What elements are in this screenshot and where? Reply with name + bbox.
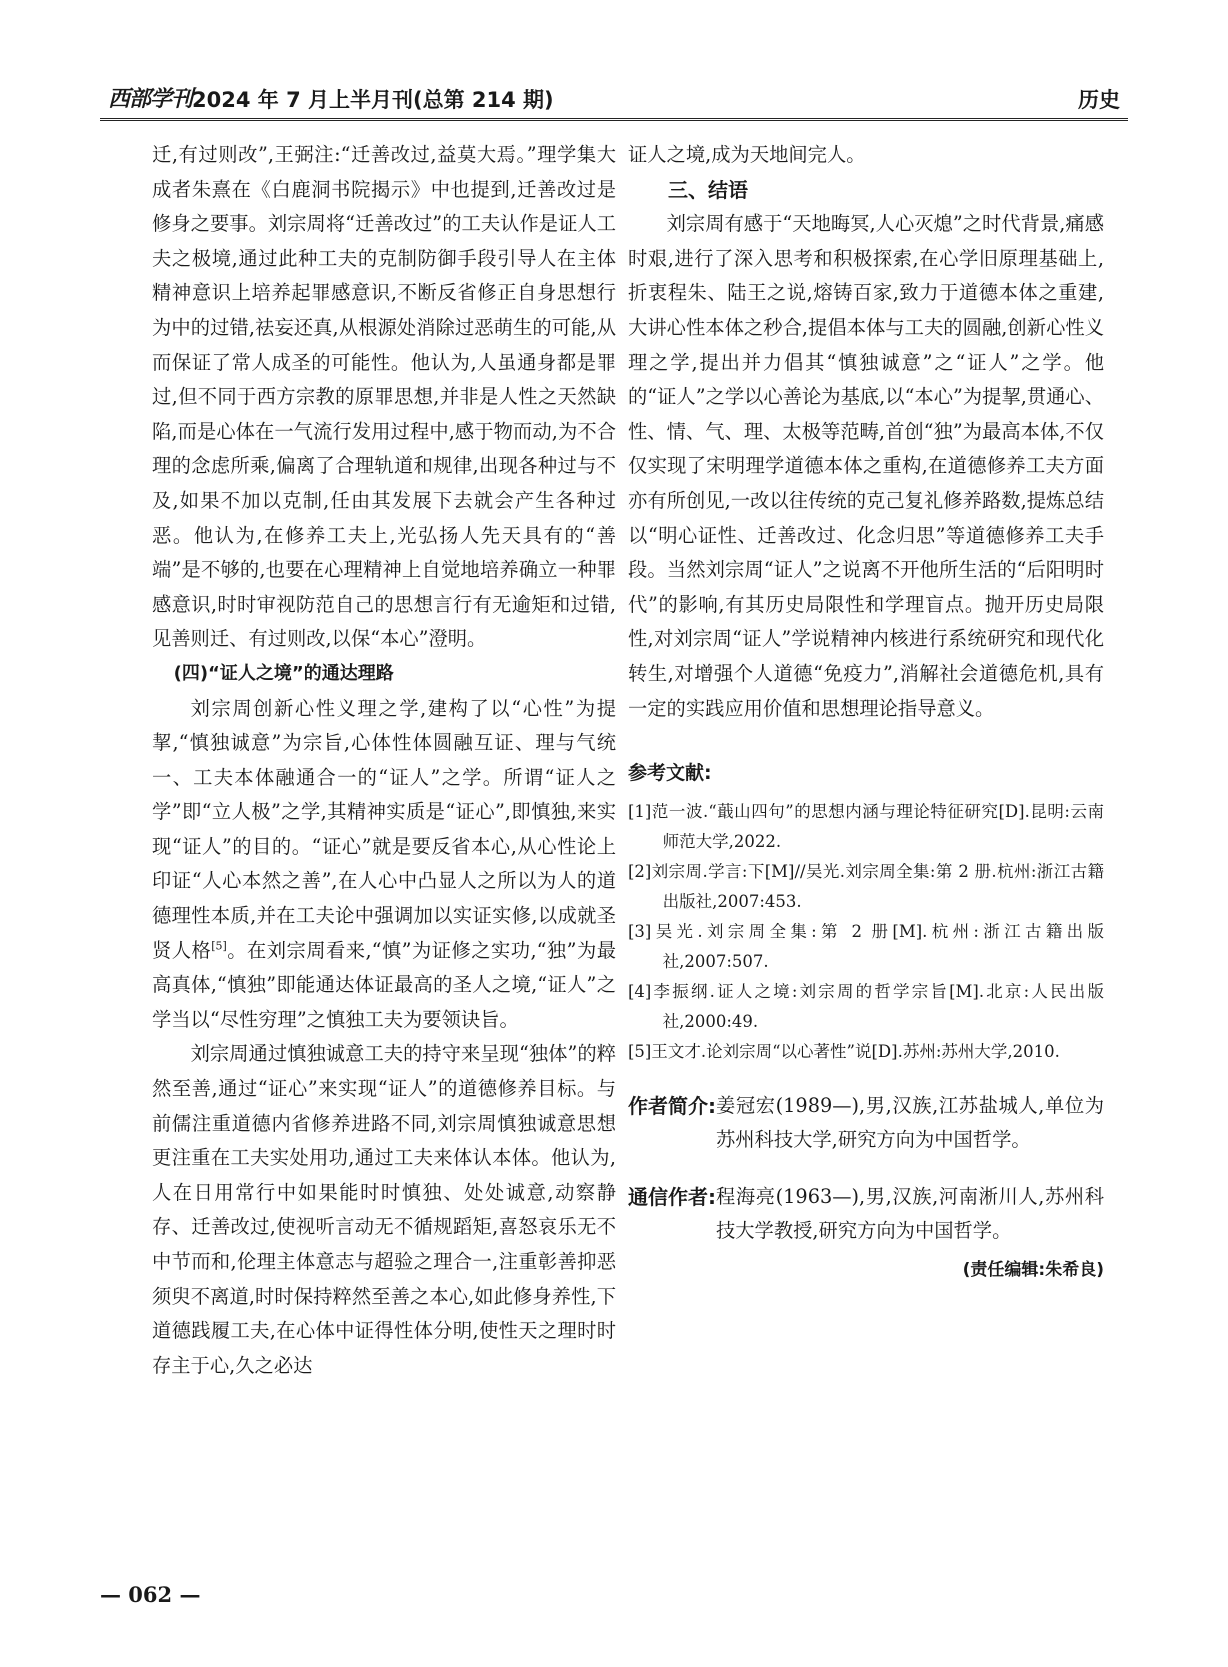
- reference-item: [2]刘宗周.学言:下[M]//吴光.刘宗周全集:第 2 册.杭州:浙江古籍出版社,2007:453.: [628, 861, 1104, 911]
- left-column: [152, 138, 616, 1383]
- paragraph: 刘宗周有感于“天地晦冥,人心灭熄”之时代背景,痛感时艰,进行了深入思考和积极探索,在心学旧原理基础上,折衷程朱、陆王之说,熔铸百家,致力于道德本体之重建,大讲心性本体之秒合,提倡本体与工夫的圆融,创新心性义理之学,提出并力倡其“慎独诚意”之“证人”之学。他的“证人”之学以心善论为基底,以“本心”为提挈,贯通心、性、情、气、理、太极等范畴,首创“独”为最高本体,不仅仅实现了宋明理学道德本体之重构,在道德修养工夫方面亦有所创见,一改以往传统的克己复礼修养路数,提炼总结以“明心证性、迁善改过、化念归思”等道德修养工夫手段。当然刘宗周“证人”之说离不开他所生活的“后阳明时代”的影响,有其历史局限性和学理盲点。抛开历史局限性,对刘宗周“证人”学说精神内核进行系统研究和现代化转生,对增强个人道德“免疫力”,消解社会道德危机,具有一定的实践应用价值和思想理论指导意义。: [628, 212, 1104, 720]
- paragraph-text: 。在刘宗周看来,“慎”为证修之实功,“独”为最高真体,“慎独”即能通达体证最高的圣人之境,“证人”之学当以“尽性穷理”之慎独工夫为要领诀旨。: [152, 938, 617, 1031]
- section-name: 历史: [1078, 88, 1120, 112]
- header-rule: [100, 118, 1128, 121]
- paragraph: [152, 692, 616, 1038]
- corresponding-author: [628, 1180, 1104, 1249]
- section-heading: 三、结语: [668, 177, 748, 202]
- subsection-heading: (四)“证人之境”的通达理路: [173, 662, 394, 684]
- reference-item: [5]王文才.论刘宗周“以心著性”说[D].苏州:苏州大学,2010.: [628, 1041, 1060, 1061]
- references-list: [628, 797, 1104, 1067]
- reference-item: [3]吴光.刘宗周全集:第 2 册[M].杭州:浙江古籍出版社,2007:507.: [628, 921, 1104, 971]
- running-header: [100, 78, 1128, 114]
- author-bio-text: 姜冠宏(1989—),男,汉族,江苏盐城人,单位为苏州科技大学,研究方向为中国哲学。: [716, 1093, 1104, 1152]
- author-bio-label: 作者简介:: [628, 1093, 716, 1118]
- journal-logo: 西部学刊: [108, 86, 193, 112]
- corresponding-author-label: 通信作者:: [628, 1184, 716, 1209]
- references-title: 参考文献:: [628, 762, 712, 785]
- paragraph-text: 刘宗周创新心性义理之学,建构了以“心性”为提挈,“慎独诚意”为宗旨,心体性体圆融互证、理与气统一、工夫本体融通合一的“证人”之学。所谓“证人之学”即“立人极”之学,其精神实质是“证心”,即慎独,来实现“证人”的目的。“证心”就是要反省本心,从心性论上印证“人心本然之善”,在人心中凸显人之所以为人的道德理性本质,并在工夫论中强调加以实证实修,以成就圣贤人格: [152, 696, 616, 962]
- reference-item: [1]范一波.“蕺山四句”的思想内涵与理论特征研究[D].昆明:云南师范大学,2022.: [628, 801, 1104, 851]
- citation-marker: [5]: [211, 939, 227, 953]
- paragraph: 迁,有过则改”,王弼注:“迁善改过,益莫大焉。”理学集大成者朱熹在《白鹿洞书院揭示》中也提到,迁善改过是修身之要事。刘宗周将“迁善改过”的工夫认作是证人工夫之极境,通过此种工夫的克制防御手段引导人在主体精神意识上培养起罪感意识,不断反省修正自身思想行为中的过错,祛妄还真,从根源处消除过恶萌生的可能,从而保证了常人成圣的可能性。他认为,人虽通身都是罪过,但不同于西方宗教的原罪思想,并非是人性之天然缺陷,而是心体在一气流行发用过程中,感于物而动,为不合理的念虑所乘,偏离了合理轨道和规律,出现各种过与不及,如果不加以克制,任由其发展下去就会产生各种过恶。他认为,在修养工夫上,光弘扬人先天具有的“善端”是不够的,也要在心理精神上自觉地培养确立一种罪感意识,时时审视防范自己的思想言行有无逾矩和过错,见善则迁、有过则改,以保“本心”澄明。: [152, 143, 616, 651]
- paragraph: 证人之境,成为天地间完人。: [628, 143, 866, 166]
- reference-item: [4]李振纲.证人之境:刘宗周的哲学宗旨[M].北京:人民出版社,2000:49.: [628, 981, 1104, 1031]
- issue-info: 2024 年 7 月上半月刊(总第 214 期): [192, 88, 554, 112]
- paragraph: 刘宗周通过慎独诚意工夫的持守来呈现“独体”的粹然至善,通过“证心”来实现“证人”的道德修养目标。与前儒注重道德内省修养进路不同,刘宗周慎独诚意思想更注重在工夫实处用功,通过工夫来体认本体。他认为,人在日用常行中如果能时时慎独、处处诚意,动察静存、迁善改过,使视听言动无不循规蹈矩,喜怒哀乐无不中节而和,伦理主体意志与超验之理合一,注重彰善抑恶须臾不离道,时时保持粹然至善之本心,如此修身养性,下道德践履工夫,在心体中证得性体分明,使性天之理时时存主于心,久之必达: [152, 1042, 616, 1377]
- right-column: [628, 138, 1104, 1288]
- page-number: — 062 —: [100, 1582, 201, 1607]
- author-bio: [628, 1089, 1104, 1158]
- editor-note: (责任编辑:朱希良): [962, 1260, 1104, 1281]
- corresponding-author-text: 程海亮(1963—),男,汉族,河南淅川人,苏州科技大学教授,研究方向为中国哲学。: [716, 1184, 1104, 1243]
